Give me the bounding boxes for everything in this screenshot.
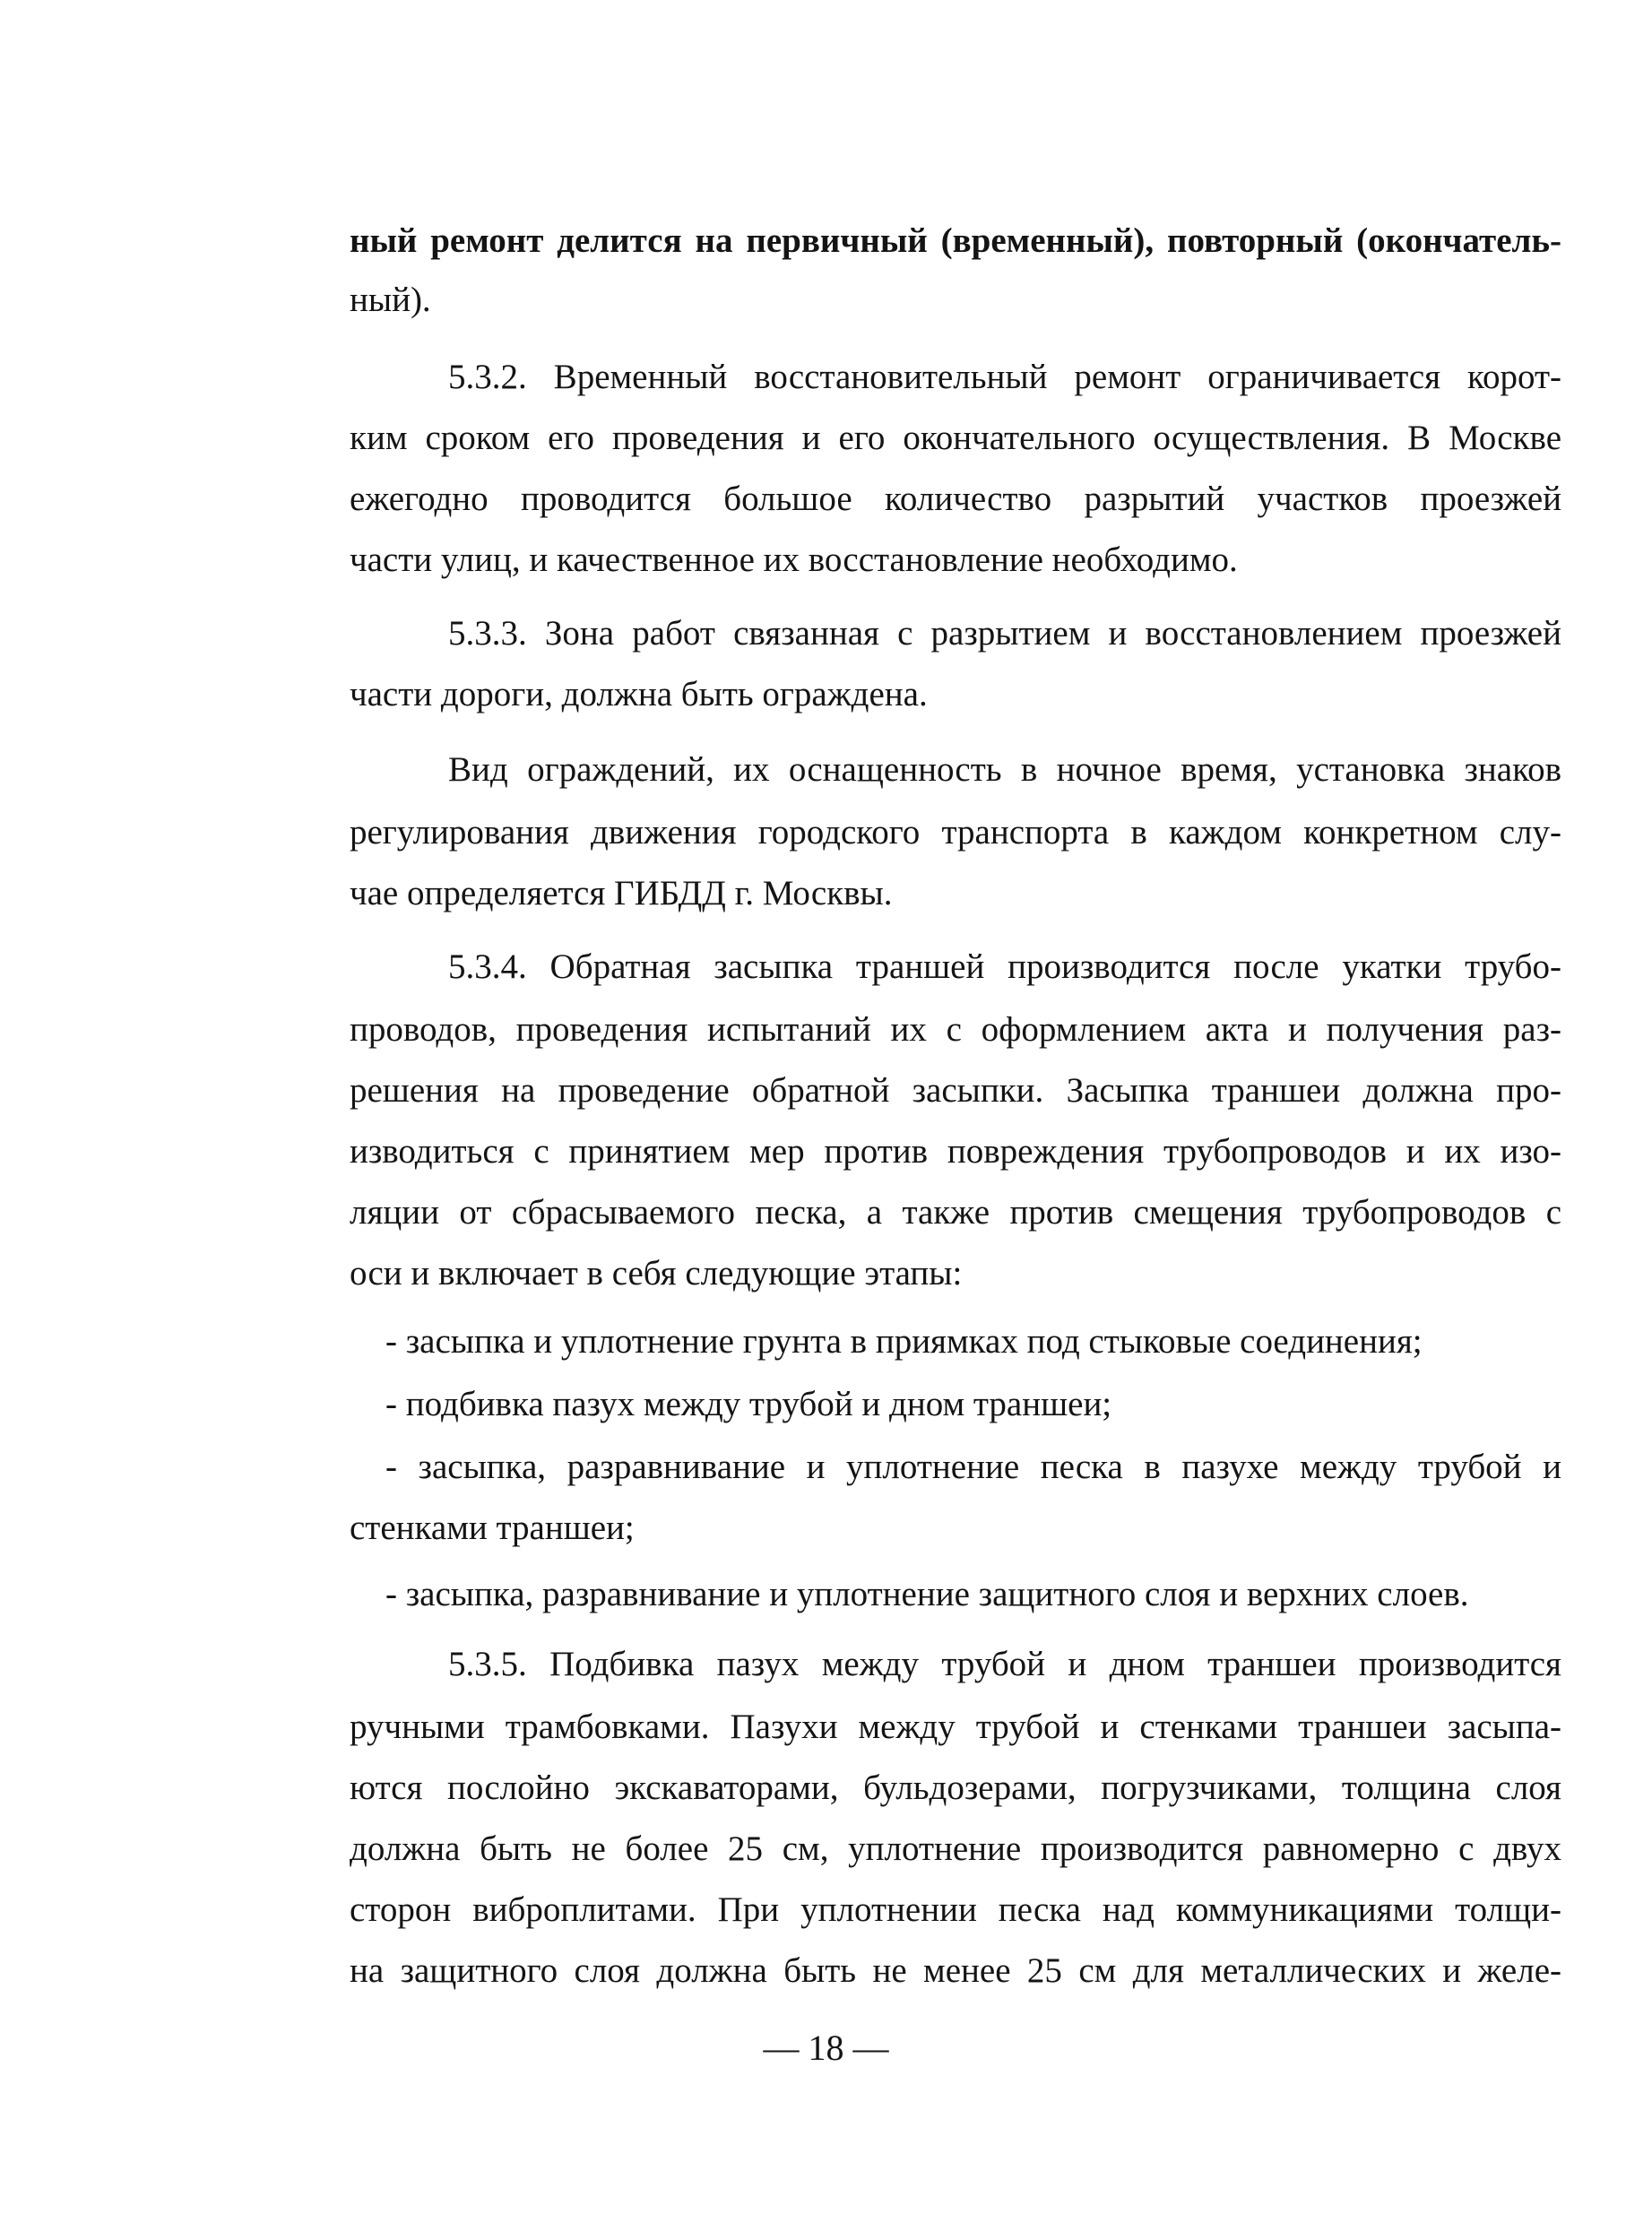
text-line: ким сроком его проведения и его окончательного осуществления. В Москве <box>350 419 1561 457</box>
text-line: оси и включает в себя следующие этапы: <box>350 1254 963 1293</box>
text-line: части дороги, должна быть ограждена. <box>350 675 928 713</box>
text-line: ный ремонт делится на первичный (временный), повторный (окончатель- <box>350 221 1561 260</box>
text-line: решения на проведение обратной засыпки. Засыпка траншеи должна про- <box>350 1071 1561 1110</box>
text-line: на защитного слоя должна быть не менее 25 см для металлических и желе- <box>350 1951 1561 1990</box>
list-item: - засыпка и уплотнение грунта в приямках под стыковые соединения; <box>385 1322 1423 1361</box>
text-line: сторон виброплитами. При уплотнении песка над коммуникациями толщи- <box>350 1890 1561 1929</box>
text-line: ются послойно экскаваторами, бульдозерами, погрузчиками, толщина слоя <box>350 1768 1561 1807</box>
list-item: - подбивка пазух между трубой и дном траншеи; <box>385 1385 1112 1423</box>
text-line: чае определяется ГИБДД г. Москвы. <box>350 874 893 912</box>
text-line: ляции от сбрасываемого песка, а также против смещения трубопроводов с <box>350 1193 1561 1232</box>
paragraph-fencing: Вид ограждений, их оснащенность в ночное время, установка знаков <box>448 750 1561 789</box>
paragraph-5-3-4: 5.3.4. Обратная засыпка траншей производится после укатки трубо- <box>448 947 1561 986</box>
text-line: ежегодно проводится большое количество разрытий участков проезжей <box>350 480 1561 518</box>
list-item: - засыпка, разравнивание и уплотнение защитного слоя и верхних слоев. <box>385 1575 1469 1613</box>
text-line: изводиться с принятием мер против повреждения трубопроводов и их изо- <box>350 1132 1561 1171</box>
paragraph-5-3-5: 5.3.5. Подбивка пазух между трубой и дном траншеи производится <box>448 1645 1561 1683</box>
paragraph-5-3-3: 5.3.3. Зона работ связанная с разрытием и восстановлением проезжей <box>448 614 1561 653</box>
text-line: проводов, проведения испытаний их с оформлением акта и получения раз- <box>350 1010 1561 1049</box>
list-item: - засыпка, разравнивание и уплотнение песка в пазухе между трубой и <box>385 1448 1561 1486</box>
text-line: части улиц, и качественное их восстановление необходимо. <box>350 540 1238 579</box>
page-number: — 18 — <box>763 2028 889 2068</box>
text-line: ручными трамбовками. Пазухи между трубой и стенками траншеи засыпа- <box>350 1708 1561 1746</box>
text-line: стенками траншеи; <box>350 1509 635 1547</box>
text-line: ный). <box>350 281 431 319</box>
text-line: регулирования движения городского транспорта в каждом конкретном слу- <box>350 813 1561 852</box>
text-line: должна быть не более 25 см, уплотнение производится равномерно с двух <box>350 1829 1561 1868</box>
paragraph-5-3-2: 5.3.2. Временный восстановительный ремонт ограничивается корот- <box>448 358 1561 396</box>
